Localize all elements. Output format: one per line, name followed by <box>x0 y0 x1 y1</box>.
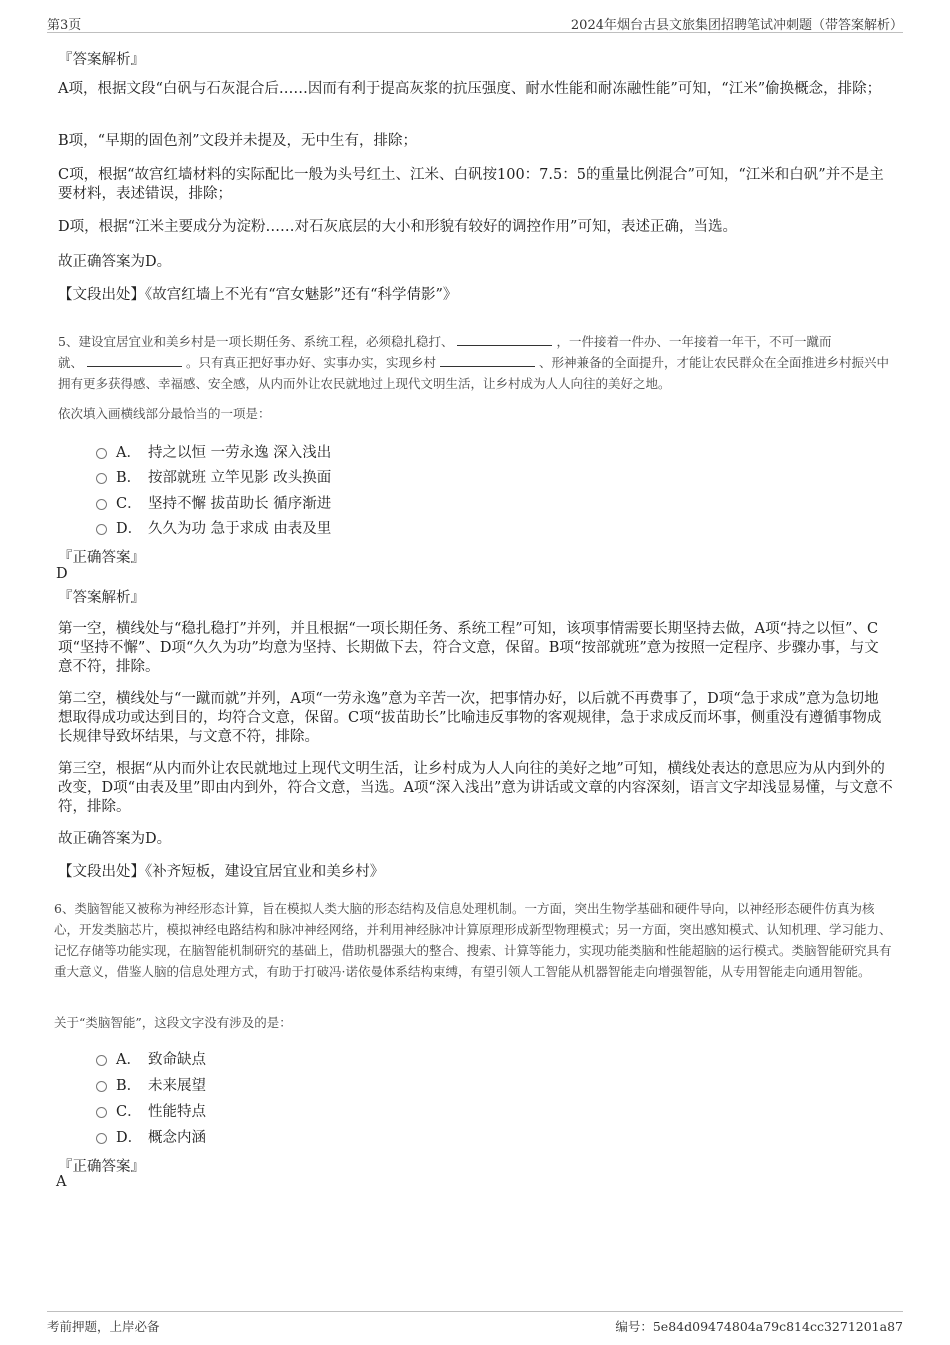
page-footer <box>47 1311 903 1336</box>
radio-icon[interactable] <box>96 499 107 510</box>
q5-stem-part3: 就、 <box>58 355 84 370</box>
q5-stem-part1: 5、建设宜居宜业和美乡村是一项长期任务、系统工程，必须稳扎稳打、 <box>58 334 454 349</box>
q5-stem-part2: ，一件接着一件办、一年接着一年干，不可一蹴而 <box>556 334 832 349</box>
q5-analysis-2: 第二空，横线处与“一蹴而就”并列，A项“一劳永逸”意为辛苦一次，把事情办好，以后就不再费事了，D项“急于求成”意为急切地想取得成功或达到目的，均符合文意，保留。C项“拔苗助长”比喻违反事物的客观规律，急于求成反而坏事，侧重没有遵循事物成长规律导致坏结果，与文意不符，排除。 <box>58 691 882 745</box>
q5-option-c[interactable] <box>96 492 331 513</box>
q5-analysis-1: 第一空，横线处与“稳扎稳打”并列，并且根据“一项长期任务、系统工程”可知，该项事情需要长期坚持去做，A项“持之以恒”、C项“坚持不懈”、D项“久久为功”均意为坚持、长期做下去，符合文意，保留。B项“按部就班”意为按照一定程序、步骤办事，与文意不符，排除。 <box>58 621 879 675</box>
option-letter: C． <box>116 496 142 512</box>
q5-stem <box>58 331 893 394</box>
q6-option-d[interactable] <box>96 1126 206 1147</box>
option-letter: A． <box>116 445 141 461</box>
q5-answer: D <box>56 566 68 582</box>
q6-option-a[interactable] <box>96 1048 206 1069</box>
document-title: 2024年烟台古县文旅集团招聘笔试冲刺题（带答案解析） <box>570 18 903 33</box>
radio-icon[interactable] <box>96 1107 107 1118</box>
q5-option-d[interactable] <box>96 517 331 538</box>
footer-slogan: 考前押题，上岸必备 <box>47 1319 160 1334</box>
q6-option-c[interactable] <box>96 1100 206 1121</box>
q4-source: 【文段出处】《故宫红墙上不光有“宫女魅影”还有“科学倩影”》 <box>58 287 458 303</box>
q4-analysis-d: D项，根据“江米主要成分为淀粉……对石灰底层的大小和形貌有较好的调控作用”可知，表述正确，当选。 <box>58 219 737 235</box>
option-letter: B． <box>116 1078 142 1094</box>
q5-option-a[interactable] <box>96 441 331 462</box>
document-id: 编号：5e84d09474804a79c814cc3271201a87 <box>615 1319 903 1334</box>
option-text: 持之以恒 一劳永逸 深入浅出 <box>148 445 332 461</box>
radio-icon[interactable] <box>96 448 107 459</box>
option-text: 致命缺点 <box>148 1052 206 1068</box>
q5-answer-label: 『正确答案』 <box>58 550 145 566</box>
radio-icon[interactable] <box>96 1081 107 1092</box>
q4-conclusion: 故正确答案为D。 <box>58 254 172 270</box>
page-header <box>47 12 903 33</box>
q5-conclusion: 故正确答案为D。 <box>58 831 172 847</box>
option-text: 性能特点 <box>148 1104 206 1120</box>
q6-prompt: 关于“类脑智能”，这段文字没有涉及的是： <box>54 1015 292 1030</box>
option-text: 未来展望 <box>148 1078 206 1094</box>
q5-stem-part4: 。只有真正把好事办好、实事办实，实现乡村 <box>186 355 437 370</box>
option-letter: D． <box>116 1130 143 1146</box>
radio-icon[interactable] <box>96 524 107 535</box>
q4-analysis-b: B项，“早期的固色剂”文段并未提及，无中生有，排除； <box>58 133 417 149</box>
option-text: 按部就班 立竿见影 改头换面 <box>148 470 332 486</box>
option-letter: A． <box>116 1052 141 1068</box>
q5-blank-1 <box>457 333 552 346</box>
q4-analysis-label: 『答案解析』 <box>58 52 145 68</box>
option-letter: C． <box>116 1104 142 1120</box>
q5-stem-part5: 、形神兼备的全面提升，才能让农民群众在全面推进乡村振兴中拥有更多获得感、幸福感、安全感，从内而外让农民就地过上现代文明生活，让乡村成为人人向往的美好之地。 <box>58 355 890 391</box>
radio-icon[interactable] <box>96 1055 107 1066</box>
q5-prompt: 依次填入画横线部分最恰当的一项是： <box>58 406 271 421</box>
q5-analysis-label: 『答案解析』 <box>58 590 145 606</box>
q4-analysis-c: C项，根据“故宫红墙材料的实际配比一般为头号红土、江米、白矾按100：7.5：5的重量比例混合”可知，“江米和白矾”并不是主要材料，表述错误，排除； <box>58 167 884 202</box>
q5-source: 【文段出处】《补齐短板，建设宜居宜业和美乡村》 <box>58 864 385 880</box>
radio-icon[interactable] <box>96 473 107 484</box>
option-letter: B． <box>116 470 142 486</box>
option-text: 坚持不懈 拔苗助长 循序渐进 <box>148 496 332 512</box>
option-text: 概念内涵 <box>148 1130 206 1146</box>
q5-analysis-3: 第三空，根据“从内而外让农民就地过上现代文明生活，让乡村成为人人向往的美好之地”可知，横线处表达的意思应为从内到外的改变，D项“由表及里”即由内到外，符合文意，当选。A项“深入浅出”意为讲话或文章的内容深刻，语言文字却浅显易懂，与文意不符，排除。 <box>58 761 893 815</box>
q5-blank-2 <box>87 354 182 367</box>
q5-blank-3 <box>440 354 535 367</box>
q6-stem: 6、类脑智能又被称为神经形态计算，旨在模拟人类大脑的形态结构及信息处理机制。一方面，突出生物学基础和硬件导向，以神经形态硬件仿真为核心，开发类脑芯片，模拟神经电路结构和脉冲神经网络，并利用神经脉冲计算原理形成新型物理模式；另一方面，突出感知模式、认知机理、学习能力、记忆存储等功能实现，在脑智能机制研究的基础上，借助机器强大的整合、搜索、计算等能力，实现功能类脑和性能超脑的运行模式。类脑智能研究具有重大意义，借鉴人脑的信息处理方式，有助于打破冯·诺依曼体系结构束缚，有望引领人工智能从机器智能走向增强智能，从专用智能走向通用智能。 <box>54 901 892 979</box>
q6-option-b[interactable] <box>96 1074 206 1095</box>
q4-analysis-a: A项，根据文段“白矾与石灰混合后……因而有利于提高灰浆的抗压强度、耐水性能和耐冻融性能”可知，“江米”偷换概念，排除； <box>58 81 882 97</box>
q6-answer-label: 『正确答案』 <box>58 1159 145 1175</box>
option-letter: D． <box>116 521 143 537</box>
radio-icon[interactable] <box>96 1133 107 1144</box>
option-text: 久久为功 急于求成 由表及里 <box>148 521 332 537</box>
page-number: 第3页 <box>47 18 82 33</box>
q6-answer: A <box>56 1174 67 1190</box>
q5-option-b[interactable] <box>96 466 331 487</box>
